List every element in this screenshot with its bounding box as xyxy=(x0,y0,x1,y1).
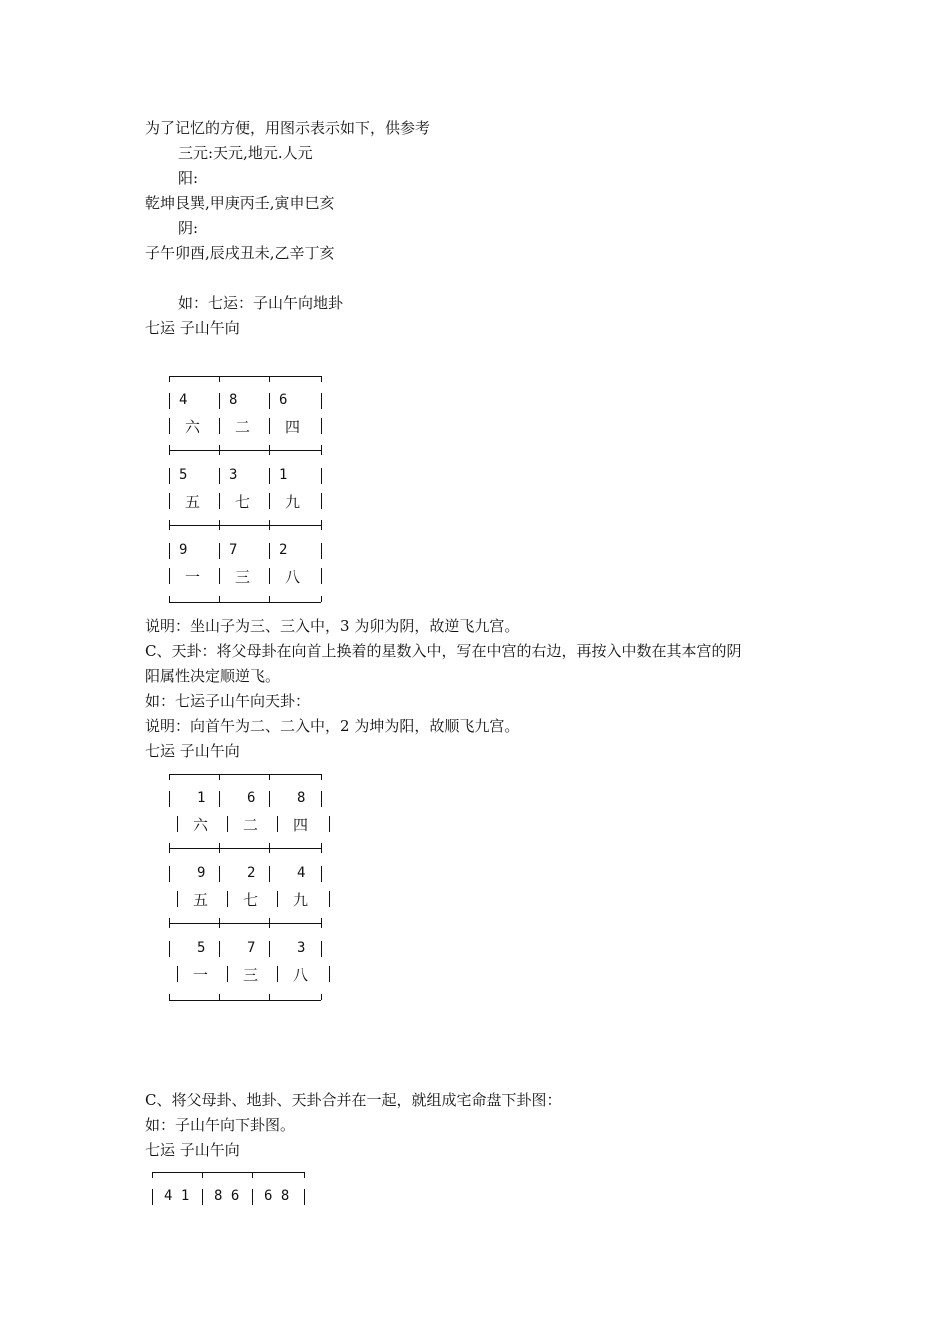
grid-bottom-border xyxy=(169,602,321,603)
grid-palace-number: 四 xyxy=(293,816,309,834)
grid-cross-tick xyxy=(321,520,322,530)
grid-top-border xyxy=(169,774,321,775)
grid-bar xyxy=(321,941,322,957)
grid-cross-tick xyxy=(169,520,170,530)
grid-bar xyxy=(227,891,228,907)
grid-bar xyxy=(169,791,170,807)
xia-gua-grid xyxy=(152,1172,304,1212)
grid-bar xyxy=(227,816,228,832)
grid-bar xyxy=(321,568,322,584)
explain2-text: 说明：向首午为二、二入中，2 为坤为阳，故顺飞九宫。 xyxy=(145,717,520,735)
grid-palace-number: 三 xyxy=(235,568,251,586)
grid-bottom-tick xyxy=(321,994,322,1000)
grid-cross-tick xyxy=(219,445,220,455)
grid-star-number: 2 xyxy=(247,865,256,881)
grid-bottom-tick xyxy=(219,596,220,602)
grid-cross-tick xyxy=(169,918,170,928)
grid-star-number: 5 xyxy=(179,467,188,483)
grid-row-separator xyxy=(169,923,321,924)
grid-star-number: 7 xyxy=(229,542,238,558)
grid-cross-tick xyxy=(169,843,170,853)
grid-bottom-border xyxy=(169,1000,321,1001)
intro-text: 为了记忆的方便，用图示表示如下，供参考 xyxy=(145,119,431,137)
grid-bar xyxy=(269,568,270,584)
grid-bar xyxy=(219,791,220,807)
grid-row-separator xyxy=(169,450,321,451)
grid-bar xyxy=(329,891,330,907)
explain1-text: 说明：坐山子为三、三入中，3 为卯为阴，故逆飞九宫。 xyxy=(145,617,520,635)
grid-top-tick xyxy=(219,774,220,780)
grid-bar xyxy=(169,543,170,559)
grid-palace-number: 六 xyxy=(185,418,201,436)
grid-star-number: 9 xyxy=(197,865,206,881)
grid-row-separator xyxy=(169,848,321,849)
example3-text: 如：子山午向下卦图。 xyxy=(145,1116,296,1134)
example2-text: 如：七运子山午向天卦： xyxy=(145,692,311,710)
grid-bar xyxy=(329,816,330,832)
grid-top-tick xyxy=(321,376,322,382)
grid-cross-tick xyxy=(269,843,270,853)
grid-bar xyxy=(169,941,170,957)
grid-palace-number: 七 xyxy=(243,891,259,909)
grid-bar xyxy=(277,816,278,832)
grid-bar xyxy=(252,1189,253,1205)
grid-bar xyxy=(321,468,322,484)
grid-top-tick xyxy=(321,774,322,780)
grid-bar xyxy=(219,941,220,957)
tian-gua-grid xyxy=(169,774,321,1000)
grid-star-number: 3 xyxy=(297,940,306,956)
grid-combined-stars: 8 6 xyxy=(214,1188,240,1204)
grid-bar xyxy=(269,393,270,409)
grid-bar xyxy=(321,543,322,559)
grid-bar xyxy=(269,543,270,559)
grid-star-number: 4 xyxy=(297,865,306,881)
grid-bar xyxy=(219,866,220,882)
grid-bar xyxy=(329,966,330,982)
grid-bar xyxy=(269,418,270,434)
grid-bar xyxy=(321,493,322,509)
grid-bar xyxy=(152,1189,153,1205)
grid-top-tick xyxy=(152,1172,153,1178)
grid-star-number: 4 xyxy=(179,392,188,408)
grid-palace-number: 八 xyxy=(285,568,301,586)
grid-cross-tick xyxy=(321,918,322,928)
grid-bottom-tick xyxy=(169,596,170,602)
grid-palace-number: 五 xyxy=(185,493,201,511)
grid-top-border xyxy=(152,1172,304,1173)
section-c-tian-gua-b: 阳属性决定顺逆飞。 xyxy=(145,667,281,685)
grid-bar xyxy=(219,493,220,509)
caption1-text: 七运 子山午向 xyxy=(145,319,240,337)
grid-bar xyxy=(169,568,170,584)
grid-bar xyxy=(219,393,220,409)
grid-cross-tick xyxy=(269,918,270,928)
example1-text: 如：七运：子山午向地卦 xyxy=(178,294,344,312)
grid-bar xyxy=(277,966,278,982)
grid-palace-number: 九 xyxy=(293,891,309,909)
grid-top-tick xyxy=(169,774,170,780)
grid-bar xyxy=(269,468,270,484)
grid-star-number: 7 xyxy=(247,940,256,956)
grid-bar xyxy=(269,791,270,807)
section-c-tian-gua-a: C、天卦：将父母卦在向首上换着的星数入中，写在中宫的右边，再按入中数在其本宫的阴 xyxy=(145,642,742,660)
grid-top-tick xyxy=(269,376,270,382)
caption2-text: 七运 子山午向 xyxy=(145,742,240,760)
grid-bar xyxy=(269,941,270,957)
grid-star-number: 6 xyxy=(279,392,288,408)
grid-top-tick xyxy=(219,376,220,382)
grid-bar xyxy=(321,866,322,882)
grid-bar xyxy=(219,468,220,484)
di-gua-grid xyxy=(169,376,321,602)
section-c-combined: C、将父母卦、地卦、天卦合并在一起，就组成宅命盘下卦图： xyxy=(145,1091,562,1109)
grid-combined-stars: 6 8 xyxy=(264,1188,290,1204)
grid-top-tick xyxy=(202,1172,203,1178)
yin-list: 子午卯酉,辰戌丑未,乙辛丁亥 xyxy=(145,244,335,262)
grid-cross-tick xyxy=(219,843,220,853)
grid-palace-number: 一 xyxy=(185,568,201,586)
grid-bar xyxy=(219,543,220,559)
grid-bar xyxy=(202,1189,203,1205)
grid-bottom-tick xyxy=(219,994,220,1000)
grid-palace-number: 一 xyxy=(193,966,209,984)
grid-bar xyxy=(177,891,178,907)
grid-top-tick xyxy=(169,376,170,382)
grid-cross-tick xyxy=(321,843,322,853)
grid-cross-tick xyxy=(169,445,170,455)
grid-bar xyxy=(321,791,322,807)
grid-top-border xyxy=(169,376,321,377)
grid-bar xyxy=(177,966,178,982)
sanyuan-text: 三元:天元,地元.人元 xyxy=(178,144,313,162)
grid-bottom-tick xyxy=(321,596,322,602)
grid-bar xyxy=(269,493,270,509)
grid-cross-tick xyxy=(321,445,322,455)
grid-bar xyxy=(227,966,228,982)
grid-bar xyxy=(277,891,278,907)
grid-palace-number: 四 xyxy=(285,418,301,436)
grid-bar xyxy=(219,418,220,434)
grid-palace-number: 二 xyxy=(243,816,259,834)
grid-bar xyxy=(269,866,270,882)
grid-palace-number: 八 xyxy=(293,966,309,984)
grid-cross-tick xyxy=(219,918,220,928)
grid-star-number: 8 xyxy=(229,392,238,408)
grid-palace-number: 二 xyxy=(235,418,251,436)
grid-bar xyxy=(169,493,170,509)
grid-combined-stars: 4 1 xyxy=(164,1188,190,1204)
grid-palace-number: 六 xyxy=(193,816,209,834)
grid-star-number: 2 xyxy=(279,542,288,558)
grid-bar xyxy=(169,866,170,882)
grid-top-tick xyxy=(269,774,270,780)
grid-bar xyxy=(321,418,322,434)
grid-bar xyxy=(177,816,178,832)
grid-cross-tick xyxy=(269,520,270,530)
grid-bar xyxy=(219,568,220,584)
grid-palace-number: 三 xyxy=(243,966,259,984)
grid-star-number: 5 xyxy=(197,940,206,956)
grid-cross-tick xyxy=(219,520,220,530)
grid-bar xyxy=(169,468,170,484)
grid-star-number: 6 xyxy=(247,790,256,806)
caption3-text: 七运 子山午向 xyxy=(145,1141,240,1159)
grid-bar xyxy=(169,418,170,434)
grid-top-tick xyxy=(304,1172,305,1178)
grid-star-number: 1 xyxy=(197,790,206,806)
grid-star-number: 9 xyxy=(179,542,188,558)
grid-cross-tick xyxy=(269,445,270,455)
yang-label: 阳: xyxy=(178,169,199,187)
yin-label: 阴: xyxy=(178,219,199,237)
yang-list: 乾坤艮巽,甲庚丙壬,寅申巳亥 xyxy=(145,194,335,212)
grid-bottom-tick xyxy=(169,994,170,1000)
grid-bottom-tick xyxy=(269,994,270,1000)
grid-row-separator xyxy=(169,525,321,526)
grid-palace-number: 五 xyxy=(193,891,209,909)
grid-star-number: 1 xyxy=(279,467,288,483)
grid-bottom-tick xyxy=(269,596,270,602)
grid-bar xyxy=(321,393,322,409)
grid-palace-number: 七 xyxy=(235,493,251,511)
grid-bar xyxy=(169,393,170,409)
grid-star-number: 3 xyxy=(229,467,238,483)
grid-palace-number: 九 xyxy=(285,493,301,511)
grid-top-tick xyxy=(252,1172,253,1178)
grid-bar xyxy=(304,1189,305,1205)
grid-star-number: 8 xyxy=(297,790,306,806)
